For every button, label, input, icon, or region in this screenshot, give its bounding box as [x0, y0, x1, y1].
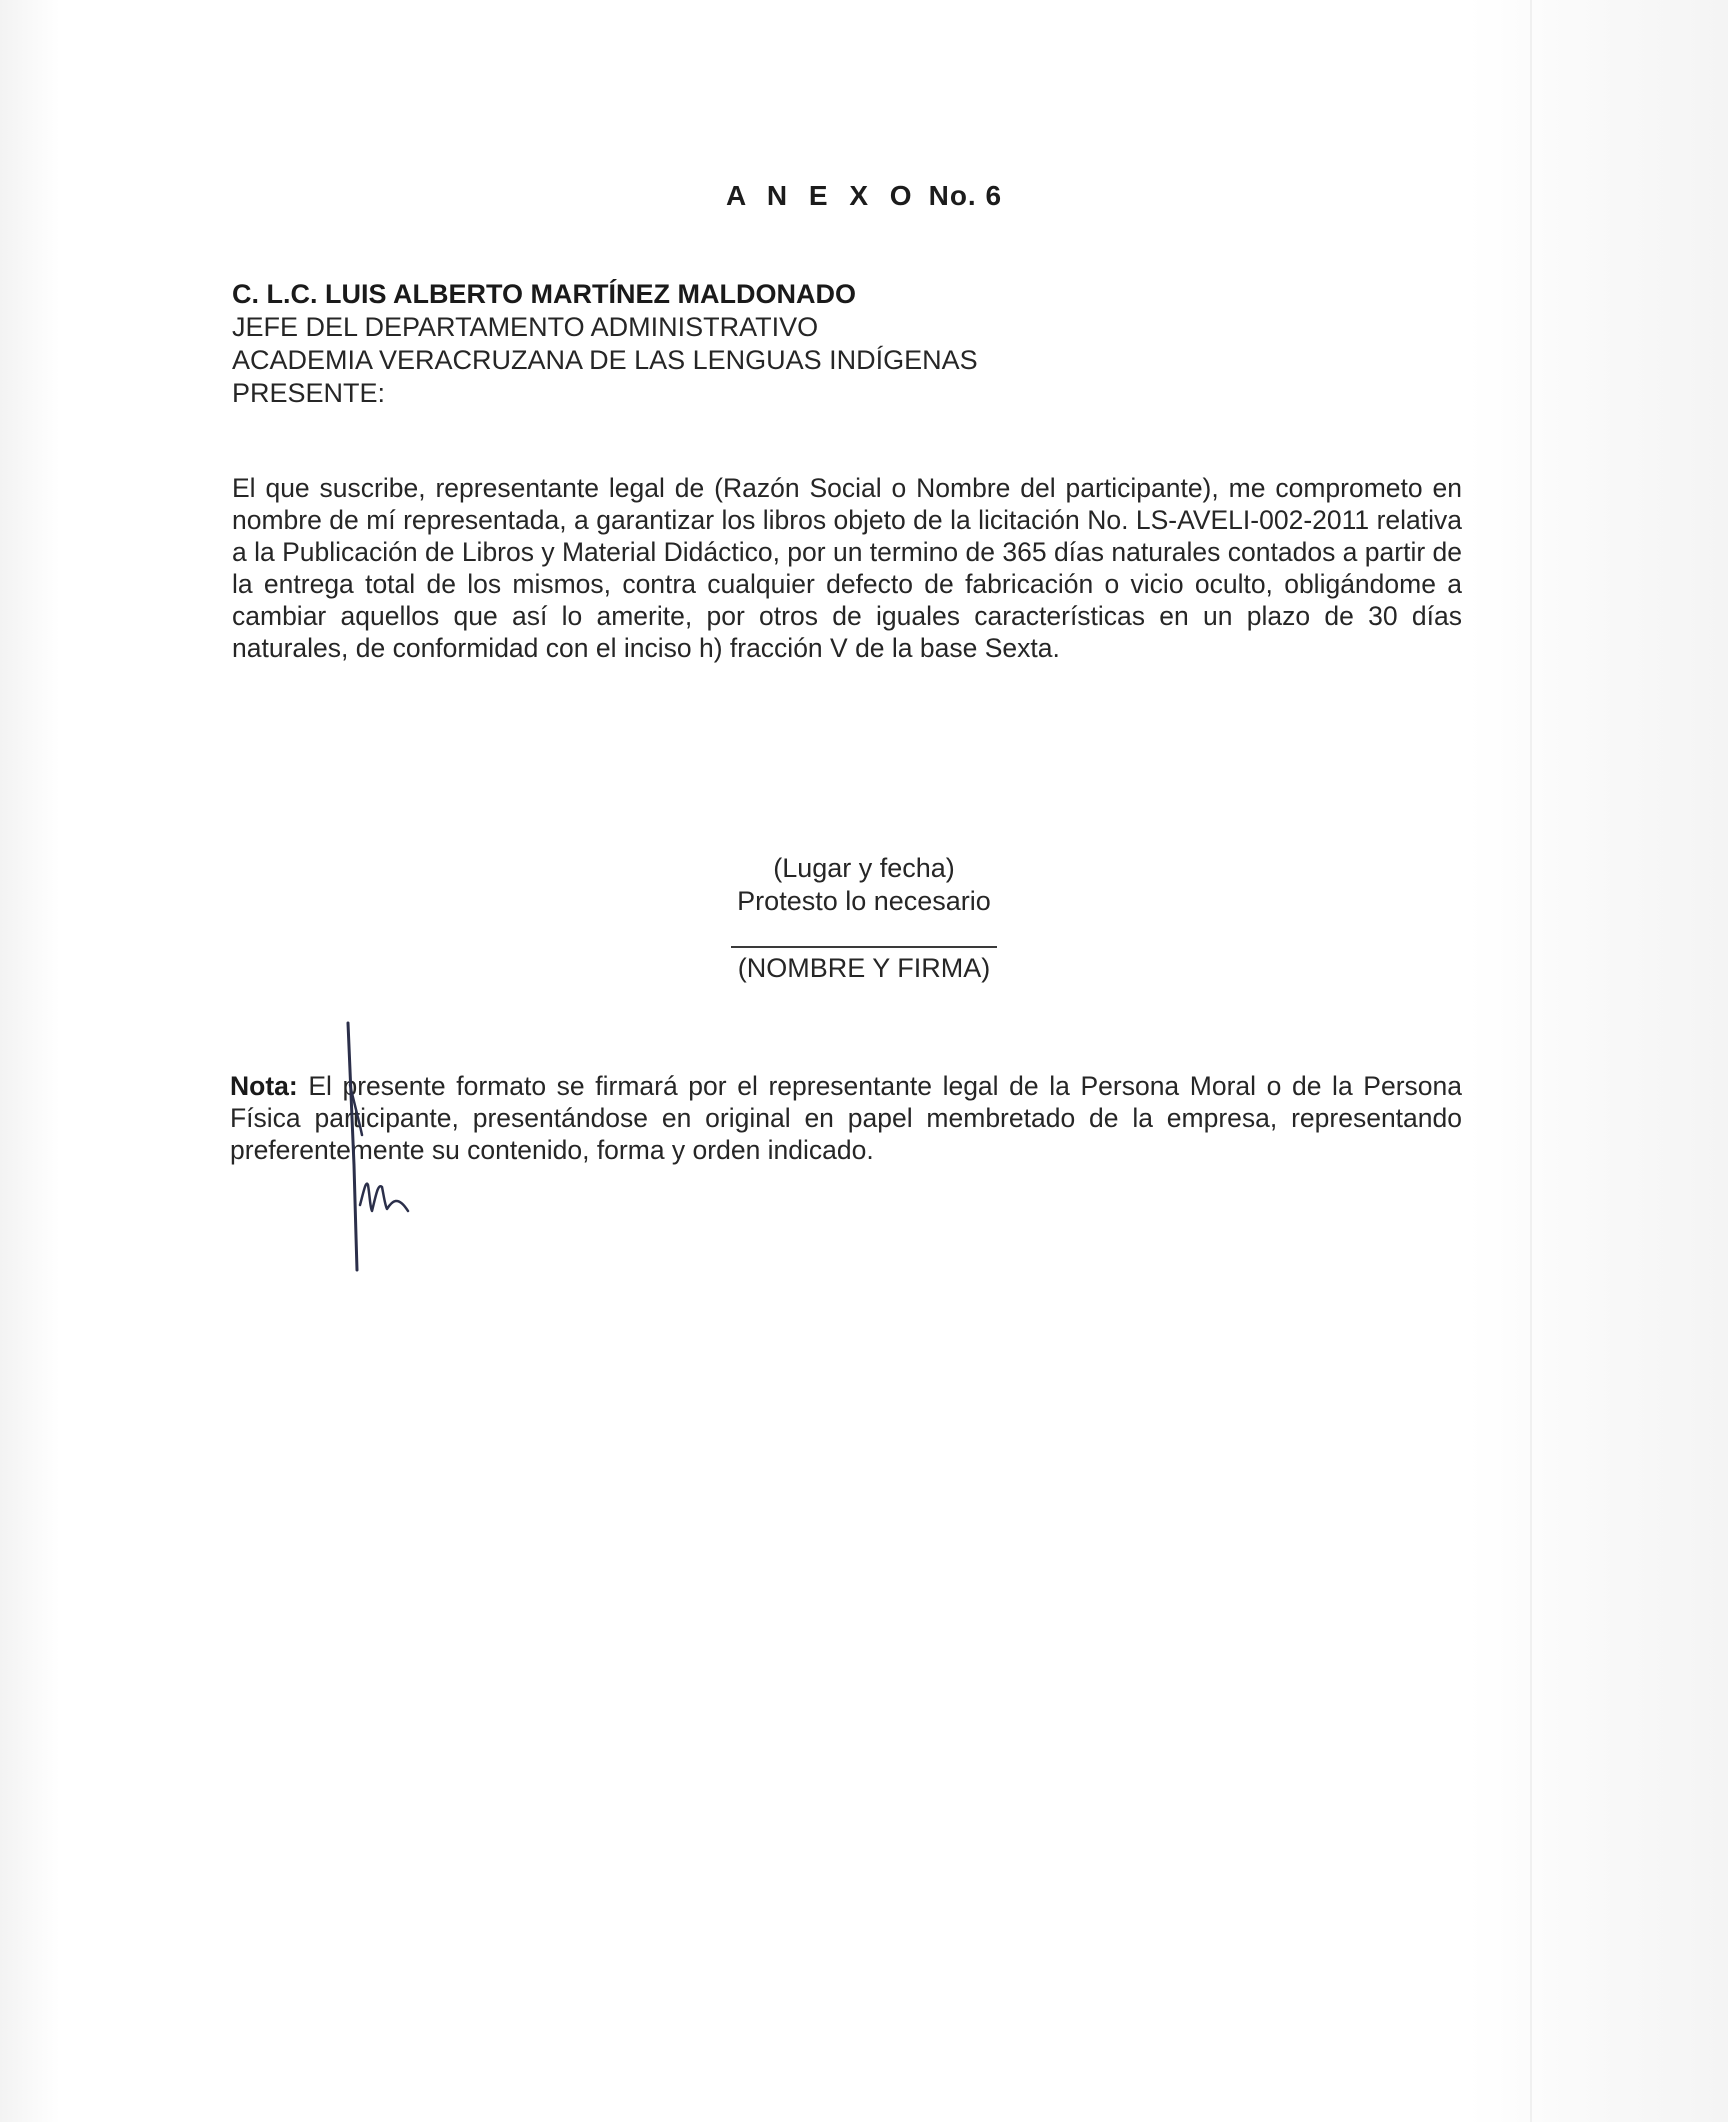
name-sign-label: (NOMBRE Y FIRMA) [737, 953, 991, 983]
annex-heading-number: No. 6 [928, 180, 1003, 211]
handwritten-initials-icon [330, 1015, 450, 1275]
protest-label: Protesto lo necesario [737, 886, 991, 916]
annex-heading [0, 180, 1728, 212]
addressee-position: JEFE DEL DEPARTAMENTO ADMINISTRATIVO [232, 312, 819, 342]
addressee-block [232, 278, 978, 410]
signature-block [0, 852, 1728, 985]
signature-line [731, 946, 997, 948]
addressee-name: C. L.C. LUIS ALBERTO MARTÍNEZ MALDONADO [232, 279, 856, 309]
addressee-salutation: PRESENTE: [232, 378, 386, 408]
addressee-institution: ACADEMIA VERACRUZANA DE LAS LENGUAS INDÍGENAS [232, 345, 978, 375]
note-label: Nota: [230, 1071, 298, 1101]
initials-m-stroke [360, 1184, 408, 1211]
initials-vertical-stroke [348, 1023, 357, 1270]
note-text: El presente formato se firmará por el representante legal de la Persona Moral o de la Persona Física participante, presentándose en original en papel membretado de la empresa, representando preferentemente su contenido, forma y orden indicado. [230, 1071, 1462, 1165]
scan-edge-left [0, 0, 60, 2122]
place-date-label: (Lugar y fecha) [773, 853, 955, 883]
body-paragraph: El que suscribe, representante legal de (Razón Social o Nombre del participante), me comprometo en nombre de mí representada, a garantizar los libros objeto de la licitación No. LS-AVELI-002-2011 relativa a la Publicación de Libros y Material Didáctico, por un termino de 365 días naturales contados a partir de la entrega total de los mismos, contra cualquier defecto de fabricación o vicio oculto, obligándome a cambiar aquellos que así lo amerite, por otros de iguales características en un plazo de 30 días naturales, de conformidad con el inciso h) fracción V de la base Sexta. [232, 473, 1462, 663]
scan-edge-right [1468, 0, 1728, 2122]
annex-heading-word: A N E X O [725, 180, 919, 211]
scan-artifact-line [1530, 0, 1532, 2122]
